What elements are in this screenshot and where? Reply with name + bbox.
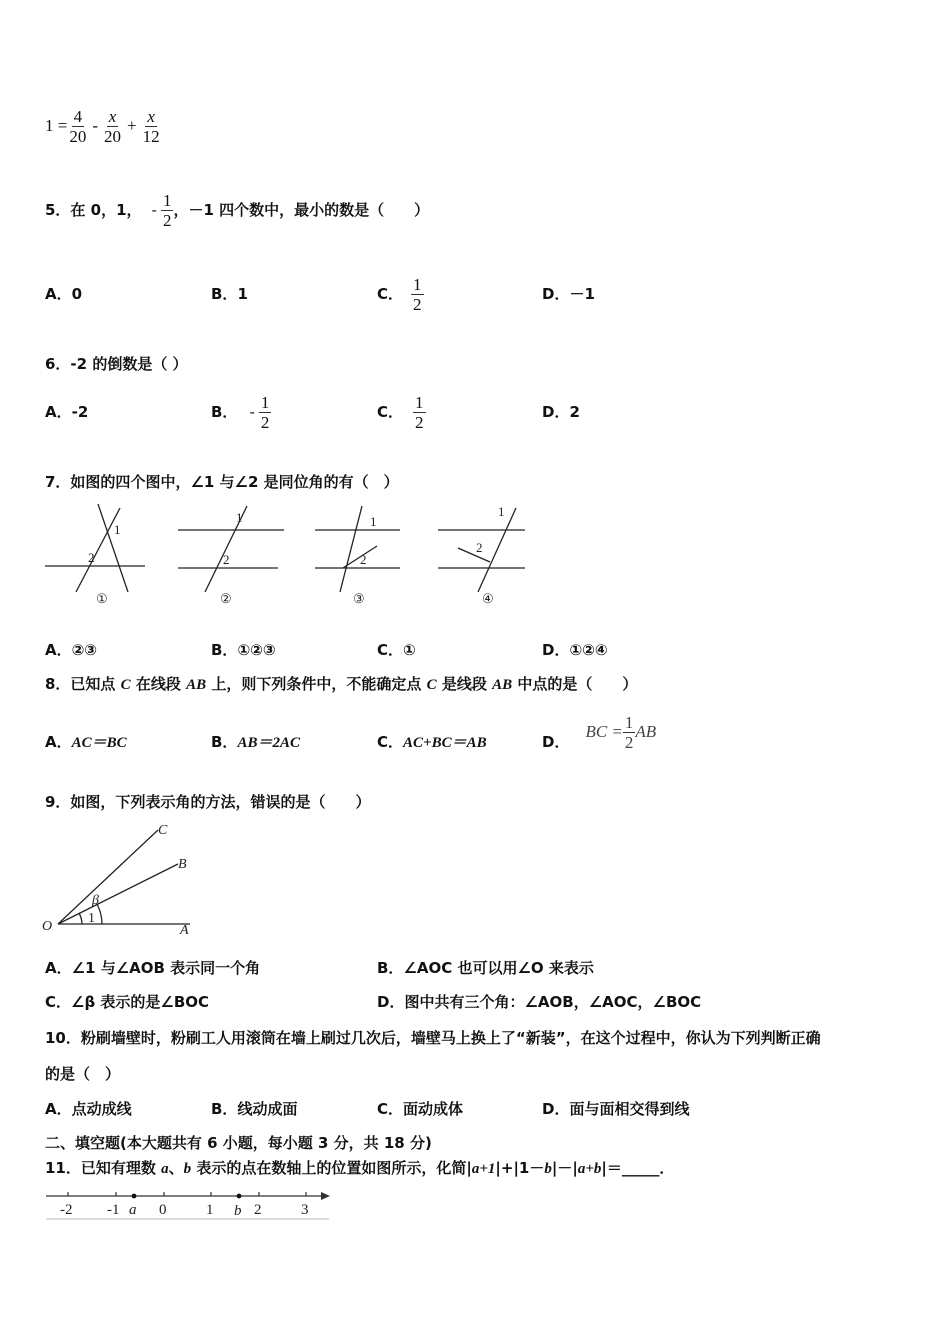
q7-option-b[interactable]: B．①②③ — [211, 641, 276, 659]
q6-option-c[interactable]: C． $\frac{1}{2}$ — [377, 392, 424, 432]
question-10-stem-line2: 的是（ ） — [45, 1065, 121, 1083]
q11-number-line — [44, 1186, 334, 1222]
q11-point-b — [237, 1194, 242, 1199]
q11-label-b: b — [234, 1203, 242, 1219]
question-10-stem-line1: 10．粉刷墙壁时，粉刷工人用滚筒在墙上刷过几次后，墙壁马上换上了“新装”，在这个过程中，你认为下列判断正确 — [45, 1029, 821, 1047]
q7-fig3-label: ③ — [353, 591, 365, 606]
q9-label-beta: β — [92, 893, 99, 908]
q8-options — [45, 708, 905, 756]
q5-stem-fraction: $\frac{1}{2}$ — [162, 190, 172, 230]
q10-option-b[interactable]: B．线动成面 — [211, 1100, 298, 1118]
q8-option-d[interactable]: D． BC = $\frac{1}{2}$ AB — [542, 712, 657, 752]
equation-plus: + — [127, 116, 137, 135]
q7-fig4-label: ④ — [482, 591, 494, 606]
q7-fig4-angle1-label: 1 — [498, 504, 505, 519]
q6-option-d[interactable]: D．2 — [542, 403, 580, 421]
q7-option-d[interactable]: D．①②④ — [542, 641, 608, 659]
q11-tick-1: 1 — [206, 1202, 214, 1218]
q10-option-a[interactable]: A．点动成线 — [45, 1100, 132, 1118]
q11-point-a — [132, 1194, 137, 1199]
section-2-heading: 二、填空题(本大题共有 6 小题，每小题 3 分，共 18 分) — [45, 1134, 432, 1152]
q8-option-b[interactable]: B．AB＝2AC — [211, 733, 300, 751]
q9-label-c: C — [158, 823, 168, 838]
q7-option-c[interactable]: C．① — [377, 641, 416, 659]
q11-tick-2: 2 — [254, 1202, 262, 1218]
q7-option-a[interactable]: A．②③ — [45, 641, 98, 659]
q7-options — [45, 640, 905, 662]
q5-option-d[interactable]: D．－1 — [542, 285, 595, 303]
q11-label-a: a — [129, 1202, 137, 1218]
q6-options — [45, 390, 905, 434]
q9-option-b[interactable]: B．∠AOC 也可以用∠O 来表示 — [377, 959, 594, 977]
q7-fig3-angle1-label: 1 — [370, 514, 377, 529]
q5-options — [45, 272, 905, 316]
question-6-stem: 6．-2 的倒数是（ ） — [45, 355, 188, 373]
equation-fraction-1: $\frac{4}{20}$ — [69, 106, 87, 146]
q9-option-a[interactable]: A．∠1 与∠AOB 表示同一个角 — [45, 959, 261, 977]
q7-fig3-angle2-label: 2 — [360, 552, 367, 567]
q11-tick-0: 0 — [159, 1202, 167, 1218]
q9-label-b: B — [178, 857, 187, 872]
q6-option-b[interactable]: B． - $\frac{1}{2}$ — [211, 392, 270, 432]
q11-tick-neg1: -1 — [107, 1202, 120, 1218]
q9-option-c[interactable]: C．∠β 表示的是∠BOC — [45, 993, 210, 1011]
q10-option-d[interactable]: D．面与面相交得到线 — [542, 1100, 690, 1118]
q7-fig1-label: ① — [96, 591, 108, 606]
question-7-stem: 7．如图的四个图中，∠1 与∠2 是同位角的有（ ） — [45, 473, 399, 491]
q9-label-a: A — [180, 923, 189, 936]
q6-option-a[interactable]: A．-2 — [45, 403, 89, 421]
q9-option-d[interactable]: D．图中共有三个角：∠AOB，∠AOC，∠BOC — [377, 993, 702, 1011]
question-9-stem: 9．如图，下列表示角的方法，错误的是（ ） — [45, 793, 371, 811]
equation-minus: - — [92, 116, 99, 135]
equation-fraction-2: $\frac{x}{20}$ — [104, 106, 122, 146]
q5-option-b[interactable]: B．1 — [211, 285, 248, 303]
q7-fig2-label: ② — [220, 591, 232, 606]
q5-option-c[interactable]: C． $\frac{1}{2}$ — [377, 274, 422, 314]
q7-fig1-angle2-label: 2 — [88, 550, 95, 565]
q5-option-a[interactable]: A．0 — [45, 285, 83, 303]
q10-option-c[interactable]: C．面动成体 — [377, 1100, 464, 1118]
q8-option-a[interactable]: A．AC＝BC — [45, 733, 127, 751]
question-11-stem: 11．已知有理数 a、b 表示的点在数轴上的位置如图所示，化简|a+1|+|1－b|－|a+b|＝_____． — [45, 1159, 675, 1177]
q7-fig4-angle2-label: 2 — [476, 540, 483, 555]
q7-fig2-angle2-label: 2 — [223, 552, 230, 567]
q11-tick-3: 3 — [301, 1202, 309, 1218]
q7-fig1-angle1-label: 1 — [114, 522, 121, 537]
equation-lhs: 1 = — [45, 116, 68, 135]
equation-line — [45, 102, 162, 150]
q7-fig2-angle1-label: 1 — [236, 510, 243, 525]
q9-label-o: O — [42, 919, 53, 934]
q9-options — [45, 958, 905, 1014]
q10-options — [45, 1099, 905, 1121]
question-5-stem: 5．在 0，1， - $\frac{1}{2}$ ，－1 四个数中，最小的数是（ ） — [45, 190, 430, 230]
question-8-stem: 8．已知点 C 在线段 AB 上，则下列条件中，不能确定点 C 是线段 AB 中点的是（ ） — [45, 675, 638, 693]
equation-fraction-3: $\frac{x}{12}$ — [142, 106, 160, 146]
q7-figures — [40, 500, 540, 610]
q9-label-1: 1 — [88, 911, 95, 926]
q9-figure — [40, 818, 200, 936]
q11-tick-neg2: -2 — [60, 1202, 73, 1218]
q8-option-c[interactable]: C．AC+BC＝AB — [377, 733, 487, 751]
